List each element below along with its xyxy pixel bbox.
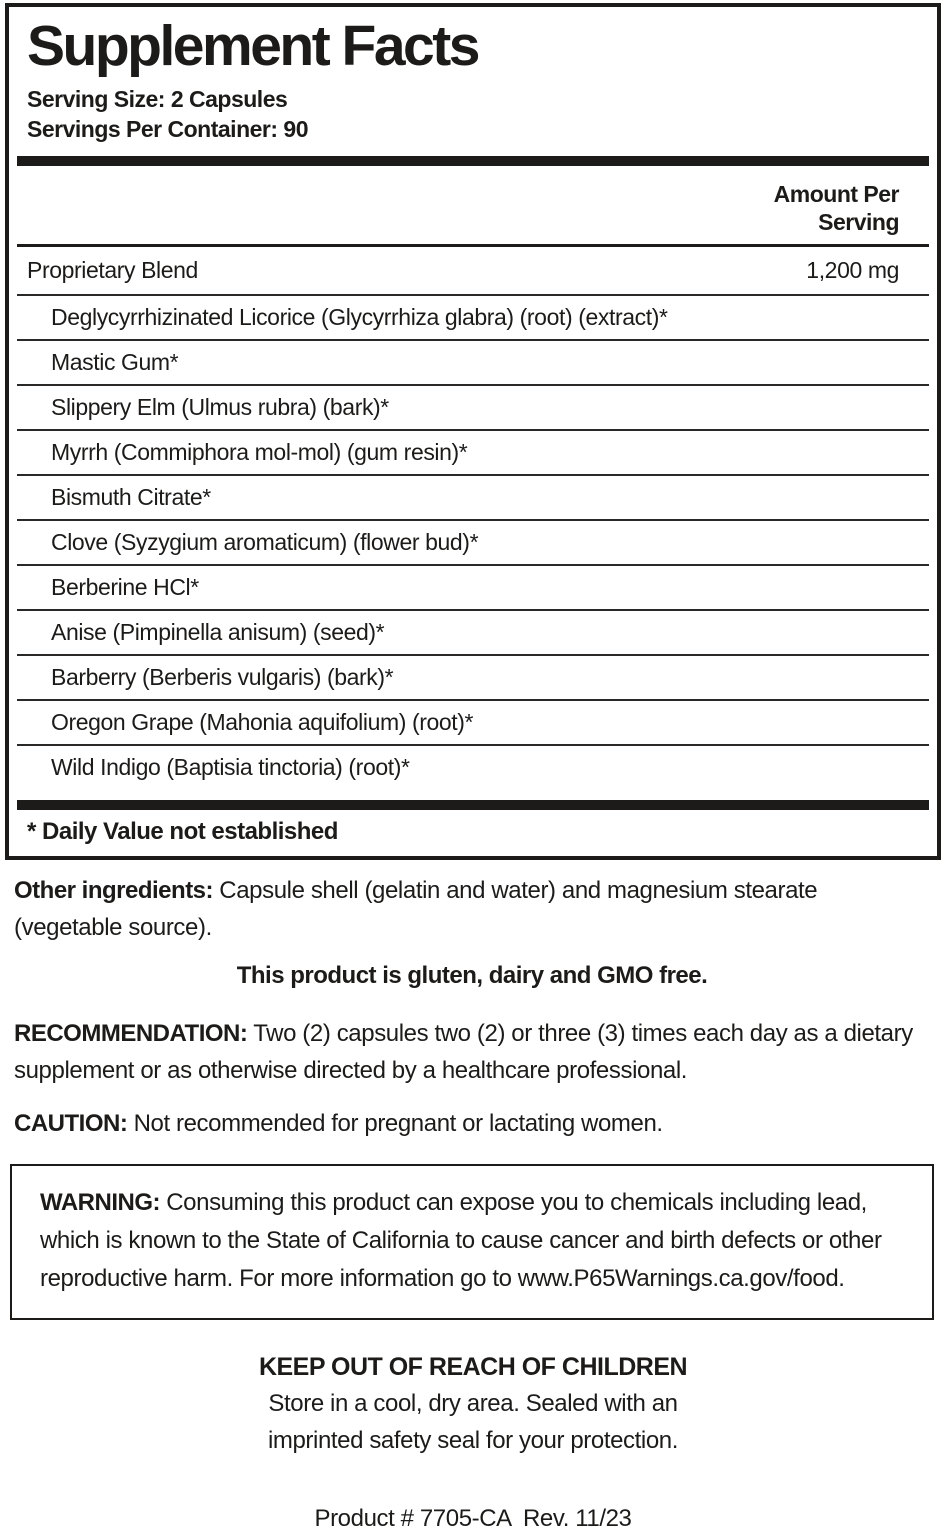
other-ingredients-text: Capsule shell (gelatin and water) and magnesium stearate (vegetable source).: [14, 877, 818, 942]
recommendation: [14, 1015, 930, 1089]
supplement-facts-panel: [5, 3, 941, 860]
ingredient-row: Oregon Grape (Mahonia aquifolium) (root)*: [17, 699, 929, 744]
ingredient-row: Clove (Syzygium aromaticum) (flower bud)*: [17, 519, 929, 564]
prop65-warning-box: [10, 1164, 934, 1320]
caution: [14, 1105, 930, 1142]
ingredient-row: Anise (Pimpinella anisum) (seed)*: [17, 609, 929, 654]
ingredient-row: Wild Indigo (Baptisia tinctoria) (root)*: [17, 744, 929, 789]
storage-section: [0, 1350, 946, 1459]
ingredient-row: Slippery Elm (Ulmus rubra) (bark)*: [17, 384, 929, 429]
amount-header-line1: Amount Per: [773, 180, 899, 207]
storage-line1: Store in a cool, dry area. Sealed with an: [268, 1389, 678, 1417]
proprietary-blend-row: [17, 247, 929, 294]
serving-size: Serving Size: 2 Capsules: [27, 86, 288, 113]
prop65-warning: [40, 1184, 904, 1298]
divider-thick-top: [17, 156, 929, 166]
blend-amount: 1,200 mg: [806, 257, 899, 283]
recommendation-label: RECOMMENDATION:: [14, 1019, 248, 1047]
ingredient-row: Myrrh (Commiphora mol-mol) (gum resin)*: [17, 429, 929, 474]
warning-text: Consuming this product can expose you to chemicals including lead, which is known to the State of California to cause cancer and birth defects or other reproductive harm. For more information go to www.P65Warnings.ca.gov/food.: [40, 1189, 882, 1292]
keep-out-of-reach: KEEP OUT OF REACH OF CHILDREN: [258, 1352, 688, 1381]
ingredient-row: Mastic Gum*: [17, 339, 929, 384]
ingredient-row: Bismuth Citrate*: [17, 474, 929, 519]
blend-name: Proprietary Blend: [27, 257, 198, 283]
amount-per-serving-header: [17, 166, 929, 244]
ingredient-row: Deglycyrrhizinated Licorice (Glycyrrhiza glabra) (root) (extract)*: [17, 294, 929, 339]
supplement-label: [0, 3, 946, 1533]
daily-value-footnote: * Daily Value not established: [27, 818, 338, 845]
free-claim: This product is gluten, dairy and GMO free.: [236, 962, 708, 990]
ingredient-row: Berberine HCl*: [17, 564, 929, 609]
other-ingredients: [14, 872, 930, 946]
panel-title: Supplement Facts: [27, 14, 478, 78]
warning-label: WARNING:: [40, 1189, 160, 1217]
caution-label: CAUTION:: [14, 1109, 128, 1137]
divider-thick-bottom: [17, 800, 929, 810]
storage-line2: imprinted safety seal for your protection.: [267, 1427, 679, 1455]
caution-text: Not recommended for pregnant or lactating women.: [127, 1109, 663, 1137]
servings-per-container: Servings Per Container: 90: [27, 116, 308, 143]
recommendation-text: Two (2) capsules two (2) or three (3) times each day as a dietary supplement or as otherwise directed by a healthcare professional.: [14, 1019, 913, 1084]
other-ingredients-label: Other ingredients:: [14, 877, 214, 904]
ingredient-row: Barberry (Berberis vulgaris) (bark)*: [17, 654, 929, 699]
product-number: Product # 7705-CA Rev. 11/23: [314, 1505, 632, 1533]
amount-header-line2: Serving: [818, 208, 899, 235]
